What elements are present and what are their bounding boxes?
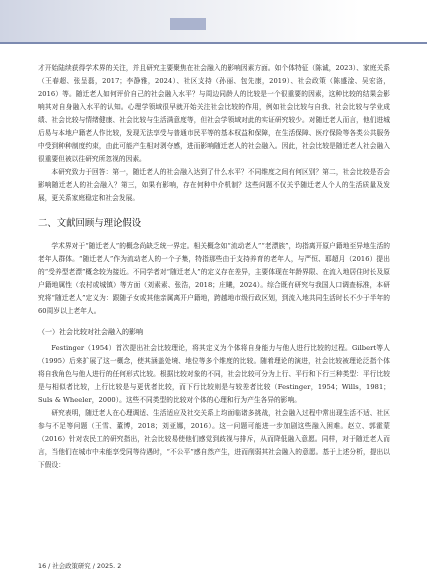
header-rule	[0, 42, 427, 44]
header-accent-block	[170, 18, 206, 30]
page-footer: 16 / 社会政策研究 / 2025. 2	[38, 562, 122, 570]
paragraph: 本研究致力于回答：第一，随迁老人的社会融入达到了什么水平？不同维度之间有何区别？第二，社会比较是否会影响随迁老人的社会融入？第三，如果有影响，存在何种中介机制？这些问题不仅关乎随迁老人个人的生活质量及发展，更关系家庭稳定和社会发展。	[38, 168, 390, 202]
paragraph: Festinger（1954）首次提出社会比较理论，将其定义为个体将自身能力与他人进行比较的过程。Gilbert等人（1995）后来扩展了这一概念，使其涵盖处境、地位等多个维度的比较。随着理论的演进，社会比较被理论泛指个体将自我角色与他人进行的任何形式比较。根据比较对象的不同，社会比较可分为上行、平行和下行三种类型：平行比较是与相似者比较，上行比较是与更优者比较，而下行比较则是与较差者比较（Festinger，1954；Wills，1981；Suls & Wheeler，2000）。这些不同类型的比较对个体的心理和行为产生各异的影响。	[38, 344, 390, 404]
paragraph: 研究表明，随迁老人在心理调适、生活适应及社交关系上均面临诸多挑战，社会融入过程中常出现生活不适、社区参与不足等问题（王雪、董博，2018；刘亚娜，2016）。这一问题可能进一步加剧这些融入困难。赵立、郭霍蒙（2016）针对农民工的研究指出，社会比较易使他们感觉到歧视与排斥，从而降低融入意愿。同样，对于随迁老人而言，当他们在城市中未能享受同等待遇时，“不公平”感自然产生，进而削弱其社会融入的意愿。基于上述分析，提出以下假设：	[38, 409, 390, 469]
article-body	[38, 62, 390, 472]
page-header-band	[0, 0, 427, 46]
paragraph: 才开始陆续获得学术界的关注，并且研究主要聚焦在社会融入的影响因素方面。如个体特征（陈诚，2023）、家庭关系（王春超、张呈磊，2017；李静雅，2024）、社区支持（孙丽、包先康，2019）、社会政策（陈盛淦、吴宏洛，2016）等。随迁老人如何评价自己的社会融入水平？与周边同龄人的比较是一个很重要的因素，这种比较的结果会影响其对自身融入水平的认知。心理学领域很早就开始关注社会比较的作用，例如社会比较与自我、社会比较与学业成绩、社会比较与情绪健康、社会比较与生活满意度等，但社会学领域对此的实证研究较少。对随迁老人而言，他们进城后易与本地户籍老人作比较，发现无法享受与普通市民平等的基本权益和保障，在生活保障、医疗保险等各类公共服务中受到种种制度约束，由此可能产生相对剥夺感，进而影响随迁老人的社会融入。因此，社会比较是随迁老人社会融入很重要但被以往研究所忽视的因素。	[38, 64, 390, 163]
paragraph: 学术界对于“随迁老人”的概念尚缺乏统一界定。相关概念如“流动老人”“老漂族”，均指离开原户籍地至异地生活的老年人群体。“随迁老人”作为流动老人的一个子集，特指那些由于支持养育的老年人，与严恒、耶超月（2016）提出的“受养型老漂”概念较为接近。不同学者对“随迁老人”的定义存在差异，主要体现在年龄界限、在流入地居住时长及原户籍地属性（农村或城镇）等方面（刘素素、张浩，2018；庄曦，2024）。综合既有研究与我国人口调查标准，本研究将“随迁老人”定义为：跟随子女或其他亲属离开户籍地，跨越地市级行政区划，到流入地共同生活时长不少于半年的60周岁以上老年人。	[38, 242, 390, 315]
subsection-heading: （一）社会比较对社会融入的影响	[38, 328, 143, 336]
header-gradient	[0, 0, 427, 42]
section-heading: 二、文献回顾与理论假设	[38, 218, 142, 229]
